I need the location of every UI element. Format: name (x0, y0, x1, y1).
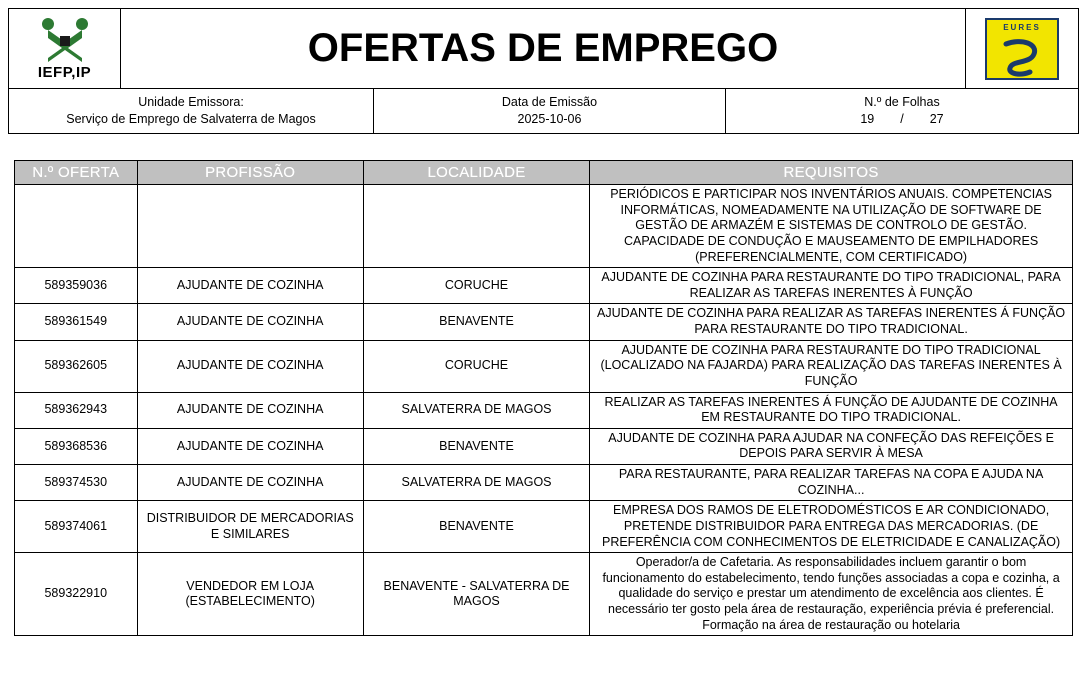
unidade-emissora-value: Serviço de Emprego de Salvaterra de Magos (66, 112, 316, 126)
eures-logo-icon (985, 18, 1059, 80)
iefp-mark-icon (34, 16, 96, 62)
numero-folhas-values (860, 111, 943, 128)
eures-swoosh-icon (1000, 34, 1044, 78)
column-header-profissao: PROFISSÃO (137, 161, 363, 185)
column-header-localidade: LOCALIDADE (363, 161, 589, 185)
cell-requisitos: AJUDANTE DE COZINHA PARA RESTAURANTE DO TIPO TRADICIONAL, PARA REALIZAR AS TAREFAS INERENTES À FUNÇÃO (590, 268, 1073, 304)
data-emissao-label: Data de Emissão (501, 95, 598, 110)
cell-localidade: SALVATERRA DE MAGOS (363, 392, 589, 428)
cell-localidade (363, 185, 589, 268)
cell-profissao: AJUDANTE DE COZINHA (137, 340, 363, 392)
table-row (15, 340, 1073, 392)
cell-localidade: CORUCHE (363, 340, 589, 392)
cell-profissao (137, 185, 363, 268)
numero-folhas-label: N.º de Folhas (864, 95, 940, 110)
cell-profissao: VENDEDOR EM LOJA (ESTABELECIMENTO) (137, 553, 363, 636)
table-row (15, 428, 1073, 464)
folhas-separator: / (900, 112, 904, 126)
offers-table-body (15, 185, 1073, 636)
table-row (15, 268, 1073, 304)
cell-requisitos: Operador/a de Cafetaria. As responsabilidades incluem garantir o bom funcionamento do estabelecimento, tendo funções associadas a copa e cozinha, a qualidade do serviço e prestar um atendimento de excelência aos clientes. É necessário ter gosto pela área de restauração, experiência prévia é preferencial. Formação na área de restauração ou hotelaria (590, 553, 1073, 636)
table-row (15, 501, 1073, 553)
cell-requisitos: PERIÓDICOS E PARTICIPAR NOS INVENTÁRIOS ANUAIS. COMPETENCIAS INFORMÁTICAS, NOMEADAMENTE NA UTILIZAÇÃO DE SOFTWARE DE GESTÃO DE ARMAZÉM E SISTEMAS DE CONTROLO DE GESTÃO. CAPACIDADE DE CONDUÇÃO E MAUSEAMENTO DE EMPILHADORES (PREFERENCIALMENTE, COM CERTIFICADO) (590, 185, 1073, 268)
cell-localidade: BENAVENTE - SALVATERRA DE MAGOS (363, 553, 589, 636)
cell-numero: 589368536 (15, 428, 138, 464)
cell-numero (15, 185, 138, 268)
cell-numero: 589374530 (15, 465, 138, 501)
title-cell (121, 9, 966, 88)
cell-localidade: BENAVENTE (363, 428, 589, 464)
unidade-emissora-cell (9, 89, 374, 133)
data-emissao-value: 2025-10-06 (517, 112, 582, 126)
cell-localidade: BENAVENTE (363, 501, 589, 553)
header-top-row (9, 9, 1078, 89)
folhas-total: 27 (929, 112, 944, 126)
cell-profissao: AJUDANTE DE COZINHA (137, 428, 363, 464)
offers-table-wrapper (14, 160, 1073, 636)
cell-requisitos: AJUDANTE DE COZINHA PARA REALIZAR AS TAREFAS INERENTES Á FUNÇÃO PARA RESTAURANTE DO TIPO TRADICIONAL. (590, 304, 1073, 340)
table-row (15, 185, 1073, 268)
cell-numero: 589374061 (15, 501, 138, 553)
cell-profissao: AJUDANTE DE COZINHA (137, 304, 363, 340)
iefp-logo-cell (9, 9, 121, 88)
table-row (15, 465, 1073, 501)
iefp-logo-icon (34, 16, 96, 62)
page-title: OFERTAS DE EMPREGO (307, 26, 779, 70)
cell-profissao: AJUDANTE DE COZINHA (137, 268, 363, 304)
header-bottom-row (9, 89, 1078, 133)
cell-requisitos: AJUDANTE DE COZINHA PARA AJUDAR NA CONFEÇÃO DAS REFEIÇÕES E DEPOIS PARA SERVIR À MESA (590, 428, 1073, 464)
table-row (15, 392, 1073, 428)
cell-localidade: SALVATERRA DE MAGOS (363, 465, 589, 501)
cell-profissao: DISTRIBUIDOR DE MERCADORIAS E SIMILARES (137, 501, 363, 553)
iefp-logo-label: IEFP,IP (37, 64, 92, 81)
column-header-requisitos: REQUISITOS (590, 161, 1073, 185)
cell-requisitos: REALIZAR AS TAREFAS INERENTES Á FUNÇÃO DE AJUDANTE DE COZINHA EM RESTAURANTE DO TIPO TRADICIONAL. (590, 392, 1073, 428)
cell-localidade: BENAVENTE (363, 304, 589, 340)
cell-numero: 589322910 (15, 553, 138, 636)
folhas-current: 19 (860, 112, 875, 126)
table-header-row (15, 161, 1073, 185)
eures-logo-label: EURES (1003, 22, 1041, 32)
cell-profissao: AJUDANTE DE COZINHA (137, 392, 363, 428)
data-emissao-cell (374, 89, 726, 133)
cell-numero: 589362605 (15, 340, 138, 392)
unidade-emissora-label: Unidade Emissora: (138, 95, 244, 110)
cell-numero: 589362943 (15, 392, 138, 428)
numero-folhas-cell (726, 89, 1078, 133)
cell-numero: 589361549 (15, 304, 138, 340)
column-header-numero: N.º OFERTA (15, 161, 138, 185)
cell-requisitos: EMPRESA DOS RAMOS DE ELETRODOMÉSTICOS E AR CONDICIONADO, PRETENDE DISTRIBUIDOR PARA ENTREGA DAS MERCADORIAS. (DE PREFERÊNCIA COM CONHECIMENTOS DE ELETRICIDADE E CANALIZAÇÃO) (590, 501, 1073, 553)
cell-numero: 589359036 (15, 268, 138, 304)
table-row (15, 553, 1073, 636)
cell-localidade: CORUCHE (363, 268, 589, 304)
eures-logo-cell (966, 9, 1078, 88)
document-header (8, 8, 1079, 134)
cell-profissao: AJUDANTE DE COZINHA (137, 465, 363, 501)
offers-table (14, 160, 1073, 636)
table-row (15, 304, 1073, 340)
cell-requisitos: PARA RESTAURANTE, PARA REALIZAR TAREFAS NA COPA E AJUDA NA COZINHA... (590, 465, 1073, 501)
offers-table-head (15, 161, 1073, 185)
cell-requisitos: AJUDANTE DE COZINHA PARA RESTAURANTE DO TIPO TRADICIONAL (LOCALIZADO NA FAJARDA) PARA REALIZAÇÃO DAS TAREFAS INERENTES À FUNÇÃO (590, 340, 1073, 392)
